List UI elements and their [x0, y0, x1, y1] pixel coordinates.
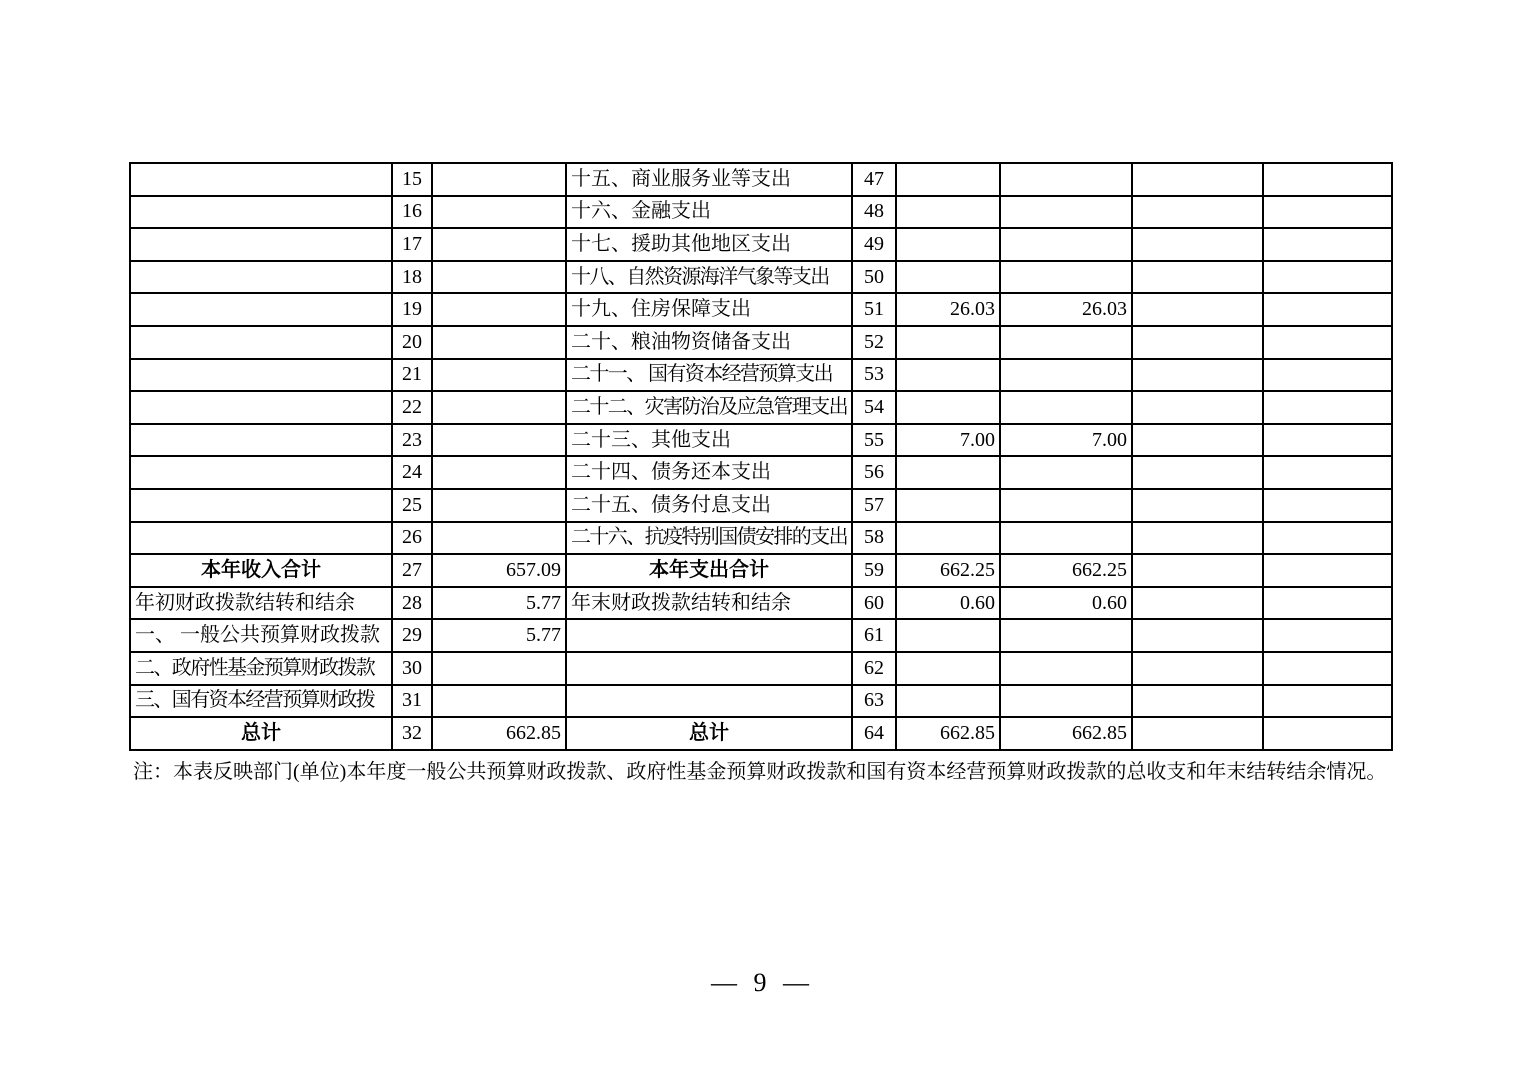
- left-item-cell: 年初财政拨款结转和结余: [130, 587, 392, 620]
- amount2-cell: [1000, 652, 1132, 685]
- table-row: [130, 587, 1392, 620]
- table-row: [130, 163, 1392, 196]
- amount3-cell: [1132, 685, 1263, 718]
- amount3-cell: [1132, 456, 1263, 489]
- amount3-cell: [1132, 196, 1263, 229]
- left-amount-cell: [432, 424, 566, 457]
- amount4-cell: [1263, 652, 1392, 685]
- table-row: [130, 391, 1392, 424]
- right-item-cell: 二十五、债务付息支出: [566, 489, 852, 522]
- right-line-cell: 53: [852, 359, 896, 392]
- left-line-cell: 18: [392, 261, 432, 294]
- amount2-cell: [1000, 163, 1132, 196]
- right-line-cell: 51: [852, 293, 896, 326]
- amount1-cell: [896, 261, 1000, 294]
- right-item-cell: 二十一、 国有资本经营预算支出: [566, 359, 852, 392]
- amount1-cell: [896, 619, 1000, 652]
- right-item-cell: 本年支出合计: [566, 554, 852, 587]
- right-line-cell: 49: [852, 228, 896, 261]
- amount1-cell: [896, 685, 1000, 718]
- amount3-cell: [1132, 652, 1263, 685]
- left-item-cell: [130, 326, 392, 359]
- amount2-cell: [1000, 228, 1132, 261]
- amount4-cell: [1263, 293, 1392, 326]
- left-line-cell: 20: [392, 326, 432, 359]
- left-line-cell: 32: [392, 717, 432, 750]
- left-item-cell: [130, 456, 392, 489]
- right-line-cell: 52: [852, 326, 896, 359]
- right-item-cell: [566, 619, 852, 652]
- left-amount-cell: [432, 261, 566, 294]
- left-amount-cell: [432, 652, 566, 685]
- amount1-cell: [896, 163, 1000, 196]
- amount4-cell: [1263, 196, 1392, 229]
- left-amount-cell: [432, 228, 566, 261]
- table-row: [130, 489, 1392, 522]
- right-item-cell: 十六、金融支出: [566, 196, 852, 229]
- left-item-cell: [130, 522, 392, 555]
- amount3-cell: [1132, 554, 1263, 587]
- left-line-cell: 25: [392, 489, 432, 522]
- left-item-cell: 总计: [130, 717, 392, 750]
- table-row: [130, 196, 1392, 229]
- left-line-cell: 24: [392, 456, 432, 489]
- right-line-cell: 54: [852, 391, 896, 424]
- table-row: [130, 359, 1392, 392]
- right-line-cell: 64: [852, 717, 896, 750]
- left-amount-cell: 5.77: [432, 619, 566, 652]
- amount4-cell: [1263, 424, 1392, 457]
- table-row: [130, 456, 1392, 489]
- amount1-cell: 7.00: [896, 424, 1000, 457]
- right-item-cell: 总计: [566, 717, 852, 750]
- amount3-cell: [1132, 489, 1263, 522]
- amount3-cell: [1132, 424, 1263, 457]
- amount3-cell: [1132, 163, 1263, 196]
- right-line-cell: 55: [852, 424, 896, 457]
- amount2-cell: [1000, 359, 1132, 392]
- table-row-grand-total: [130, 717, 1392, 750]
- table-row: [130, 326, 1392, 359]
- right-line-cell: 56: [852, 456, 896, 489]
- amount2-cell: 7.00: [1000, 424, 1132, 457]
- right-line-cell: 60: [852, 587, 896, 620]
- left-item-cell: 一、 一般公共预算财政拨款: [130, 619, 392, 652]
- left-amount-cell: [432, 522, 566, 555]
- left-item-cell: [130, 196, 392, 229]
- amount2-cell: [1000, 489, 1132, 522]
- left-amount-cell: [432, 456, 566, 489]
- amount4-cell: [1263, 489, 1392, 522]
- amount3-cell: [1132, 522, 1263, 555]
- left-item-cell: [130, 489, 392, 522]
- amount1-cell: [896, 196, 1000, 229]
- right-line-cell: 61: [852, 619, 896, 652]
- amount4-cell: [1263, 326, 1392, 359]
- right-item-cell: 十八、自然资源海洋气象等支出: [566, 261, 852, 294]
- right-line-cell: 57: [852, 489, 896, 522]
- left-amount-cell: [432, 489, 566, 522]
- amount4-cell: [1263, 456, 1392, 489]
- left-amount-cell: [432, 391, 566, 424]
- amount2-cell: 0.60: [1000, 587, 1132, 620]
- amount4-cell: [1263, 554, 1392, 587]
- left-item-cell: [130, 359, 392, 392]
- left-item-cell: [130, 293, 392, 326]
- right-item-cell: 二十、粮油物资储备支出: [566, 326, 852, 359]
- amount2-cell: [1000, 619, 1132, 652]
- left-line-cell: 29: [392, 619, 432, 652]
- amount3-cell: [1132, 359, 1263, 392]
- amount2-cell: 662.25: [1000, 554, 1132, 587]
- amount4-cell: [1263, 163, 1392, 196]
- amount4-cell: [1263, 587, 1392, 620]
- right-line-cell: 63: [852, 685, 896, 718]
- left-line-cell: 31: [392, 685, 432, 718]
- right-item-cell: 二十二、灾害防治及应急管理支出: [566, 391, 852, 424]
- right-item-cell: 十九、住房保障支出: [566, 293, 852, 326]
- left-amount-cell: 662.85: [432, 717, 566, 750]
- left-line-cell: 16: [392, 196, 432, 229]
- table-note: 注：本表反映部门(单位)本年度一般公共预算财政拨款、政府性基金预算财政拨款和国有资本经营预算财政拨款的总收支和年末结转结余情况。: [133, 761, 1387, 783]
- amount3-cell: [1132, 293, 1263, 326]
- right-item-cell: 年末财政拨款结转和结余: [566, 587, 852, 620]
- left-line-cell: 28: [392, 587, 432, 620]
- left-amount-cell: [432, 163, 566, 196]
- right-line-cell: 48: [852, 196, 896, 229]
- left-item-cell: 二、政府性基金预算财政拨款: [130, 652, 392, 685]
- left-amount-cell: 5.77: [432, 587, 566, 620]
- right-item-cell: 二十三、其他支出: [566, 424, 852, 457]
- page-number: — 9 —: [711, 968, 809, 997]
- amount3-cell: [1132, 587, 1263, 620]
- table-row: [130, 685, 1392, 718]
- amount3-cell: [1132, 326, 1263, 359]
- right-line-cell: 58: [852, 522, 896, 555]
- amount2-cell: 662.85: [1000, 717, 1132, 750]
- left-line-cell: 30: [392, 652, 432, 685]
- table-row: [130, 424, 1392, 457]
- table-row-income-total: [130, 554, 1392, 587]
- amount3-cell: [1132, 391, 1263, 424]
- budget-table: [129, 162, 1393, 751]
- amount2-cell: 26.03: [1000, 293, 1132, 326]
- right-line-cell: 62: [852, 652, 896, 685]
- left-item-cell: 本年收入合计: [130, 554, 392, 587]
- amount1-cell: [896, 489, 1000, 522]
- amount2-cell: [1000, 522, 1132, 555]
- amount1-cell: [896, 391, 1000, 424]
- table-row: [130, 652, 1392, 685]
- right-item-cell: 十五、商业服务业等支出: [566, 163, 852, 196]
- amount4-cell: [1263, 359, 1392, 392]
- left-item-cell: 三、国有资本经营预算财政拨: [130, 685, 392, 718]
- amount1-cell: [896, 652, 1000, 685]
- amount2-cell: [1000, 456, 1132, 489]
- left-line-cell: 22: [392, 391, 432, 424]
- amount1-cell: [896, 359, 1000, 392]
- amount3-cell: [1132, 228, 1263, 261]
- amount4-cell: [1263, 228, 1392, 261]
- amount4-cell: [1263, 619, 1392, 652]
- left-line-cell: 15: [392, 163, 432, 196]
- amount2-cell: [1000, 326, 1132, 359]
- left-amount-cell: [432, 685, 566, 718]
- left-amount-cell: [432, 359, 566, 392]
- right-item-cell: [566, 652, 852, 685]
- amount1-cell: 0.60: [896, 587, 1000, 620]
- left-item-cell: [130, 163, 392, 196]
- amount1-cell: 662.85: [896, 717, 1000, 750]
- left-line-cell: 26: [392, 522, 432, 555]
- amount1-cell: 662.25: [896, 554, 1000, 587]
- amount4-cell: [1263, 261, 1392, 294]
- left-item-cell: [130, 228, 392, 261]
- right-line-cell: 47: [852, 163, 896, 196]
- left-item-cell: [130, 424, 392, 457]
- amount2-cell: [1000, 685, 1132, 718]
- left-line-cell: 27: [392, 554, 432, 587]
- left-amount-cell: [432, 326, 566, 359]
- amount1-cell: [896, 228, 1000, 261]
- right-item-cell: 二十四、债务还本支出: [566, 456, 852, 489]
- table-row: [130, 228, 1392, 261]
- amount4-cell: [1263, 522, 1392, 555]
- amount1-cell: [896, 456, 1000, 489]
- amount3-cell: [1132, 717, 1263, 750]
- table-row: [130, 619, 1392, 652]
- amount4-cell: [1263, 391, 1392, 424]
- amount1-cell: 26.03: [896, 293, 1000, 326]
- right-item-cell: [566, 685, 852, 718]
- amount2-cell: [1000, 261, 1132, 294]
- left-line-cell: 17: [392, 228, 432, 261]
- table-row: [130, 522, 1392, 555]
- left-line-cell: 19: [392, 293, 432, 326]
- table-row: [130, 293, 1392, 326]
- left-amount-cell: [432, 293, 566, 326]
- right-item-cell: 十七、援助其他地区支出: [566, 228, 852, 261]
- amount2-cell: [1000, 391, 1132, 424]
- table-row: [130, 261, 1392, 294]
- left-item-cell: [130, 261, 392, 294]
- amount3-cell: [1132, 261, 1263, 294]
- right-line-cell: 50: [852, 261, 896, 294]
- right-line-cell: 59: [852, 554, 896, 587]
- amount1-cell: [896, 522, 1000, 555]
- left-item-cell: [130, 391, 392, 424]
- left-line-cell: 23: [392, 424, 432, 457]
- right-item-cell: 二十六、抗疫特别国债安排的支出: [566, 522, 852, 555]
- amount4-cell: [1263, 685, 1392, 718]
- left-amount-cell: [432, 196, 566, 229]
- amount3-cell: [1132, 619, 1263, 652]
- amount2-cell: [1000, 196, 1132, 229]
- left-amount-cell: 657.09: [432, 554, 566, 587]
- amount1-cell: [896, 326, 1000, 359]
- left-line-cell: 21: [392, 359, 432, 392]
- amount4-cell: [1263, 717, 1392, 750]
